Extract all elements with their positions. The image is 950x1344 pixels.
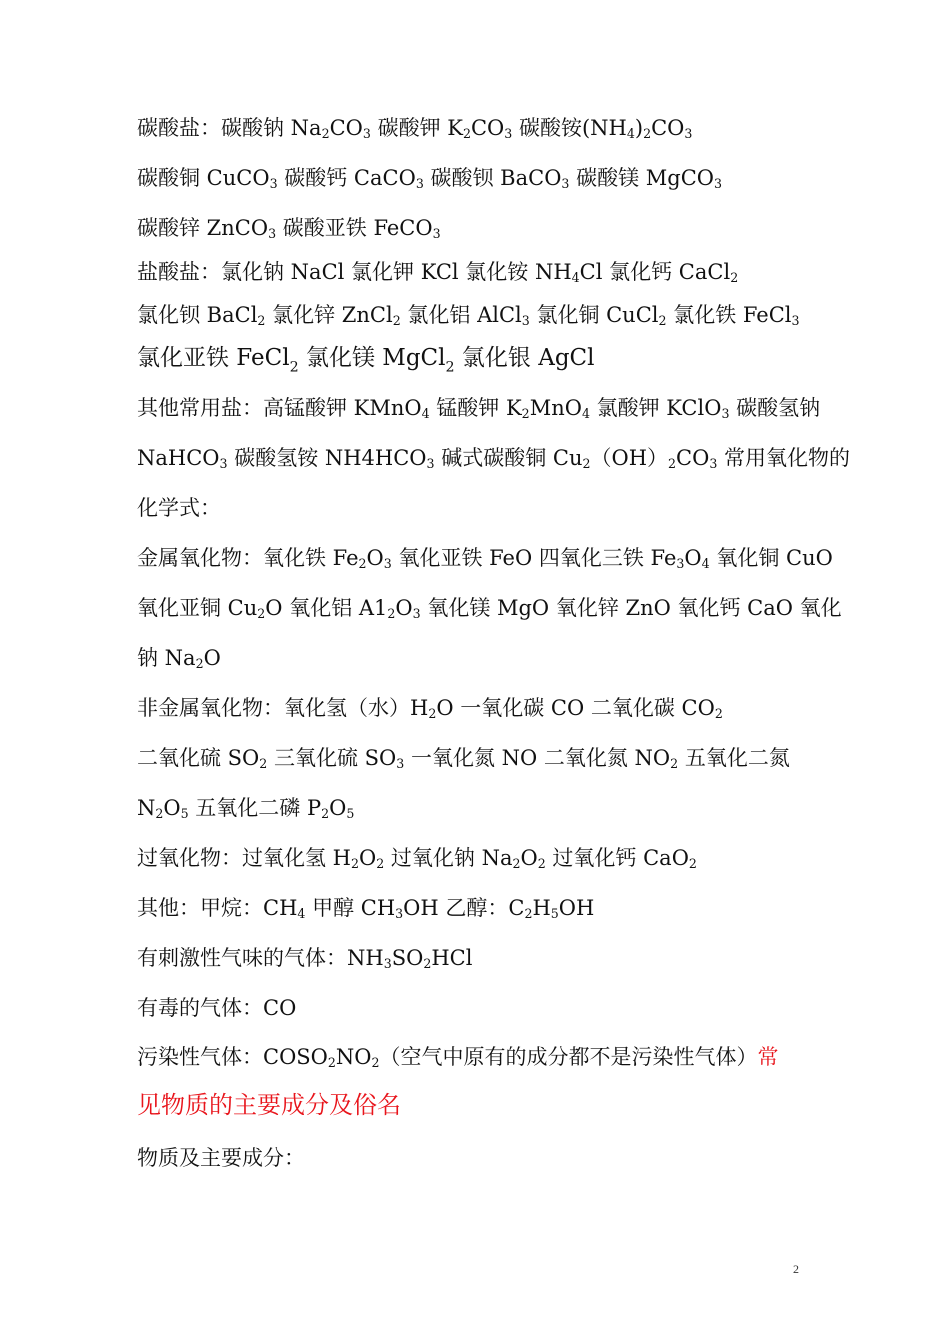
subscript: 3: [362, 125, 371, 141]
subscript: 2: [195, 655, 204, 671]
text-segment: O: [395, 596, 413, 620]
subscript: 4: [581, 405, 590, 421]
text-segment: 五氧化二磷 P: [188, 796, 322, 820]
subscript: 4: [297, 905, 306, 921]
text-line: [137, 494, 221, 522]
subscript: 3: [432, 225, 441, 241]
text-segment: NaHCO: [137, 446, 220, 470]
subscript: 2: [524, 905, 533, 921]
subscript: 3: [412, 605, 421, 621]
subscript: 2: [462, 125, 471, 141]
subscript: 2: [688, 855, 697, 871]
subscript: 4: [421, 405, 430, 421]
text-segment: 其他：甲烷：CH: [137, 896, 298, 920]
text-segment: CO: [651, 116, 685, 140]
text-segment: CO: [676, 446, 710, 470]
subscript: 2: [259, 755, 268, 771]
text-segment: 有毒的气体：CO: [137, 996, 297, 1020]
subscript: 3: [684, 125, 693, 141]
text-line: [137, 794, 354, 822]
subscript: 2: [537, 855, 546, 871]
subscript: 5: [550, 905, 559, 921]
text-segment: 氯酸钾 KClO: [589, 396, 722, 420]
subscript: 2: [668, 455, 677, 471]
subscript: 3: [561, 175, 570, 191]
text-segment: 碳酸镁 MgCO: [569, 166, 715, 190]
text-segment: 氯化锌 ZnCl: [265, 303, 393, 327]
text-segment: 有刺激性气味的气体：NH: [137, 946, 384, 970]
text-segment: O: [163, 796, 181, 820]
subscript: 3: [791, 312, 800, 328]
text-segment: 见物质的主要成分及俗名: [137, 1091, 401, 1119]
subscript: 2: [730, 269, 739, 285]
text-segment: O: [520, 846, 538, 870]
subscript: 3: [426, 455, 435, 471]
subscript: 3: [383, 555, 392, 571]
subscript: 2: [327, 1054, 336, 1070]
subscript: 2: [351, 855, 360, 871]
subscript: 2: [670, 755, 679, 771]
text-segment: N: [137, 796, 156, 820]
text-segment: 过氧化物：过氧化氢 H: [137, 846, 351, 870]
text-line: [137, 644, 221, 672]
text-segment: 三氧化硫 SO: [267, 746, 397, 770]
text-line: [137, 1043, 779, 1071]
subscript: 2: [387, 605, 396, 621]
subscript: 3: [219, 455, 228, 471]
text-segment: 过氧化钙 CaO: [545, 846, 689, 870]
text-segment: 氧化亚铁 FeO 四氧化三铁 Fe: [391, 546, 677, 570]
subscript: 3: [504, 125, 513, 141]
text-segment: 污染性气体：COSO: [137, 1045, 328, 1069]
text-segment: O: [203, 646, 221, 670]
subscript: 3: [395, 905, 404, 921]
text-segment: 碳酸钡 BaCO: [423, 166, 562, 190]
text-segment: O: [359, 846, 377, 870]
text-segment: OH: [558, 896, 595, 920]
text-segment: O: [329, 796, 347, 820]
text-line: [137, 694, 723, 722]
text-segment: NO: [335, 1045, 372, 1069]
text-segment: 金属氧化物：氧化铁 Fe: [137, 546, 359, 570]
text-segment: 氧化镁 MgO 氧化锌 ZnO 氧化钙 CaO 氧化: [420, 596, 842, 620]
text-segment: HCl: [431, 946, 473, 970]
text-segment: ): [634, 116, 644, 140]
text-segment: 碳酸亚铁 FeCO: [276, 216, 433, 240]
subscript: 3: [676, 555, 685, 571]
text-segment: O 氧化铝 A1: [265, 596, 388, 620]
text-segment: SO: [391, 946, 424, 970]
text-segment: 一氧化氮 NO 二氧化氮 NO: [404, 746, 671, 770]
text-segment: 氯化镁 MgCl: [298, 345, 446, 371]
text-line: [137, 1091, 401, 1119]
text-segment: （空气中原有的成分都不是污染性气体）: [379, 1045, 758, 1069]
text-segment: OH 乙醇：C: [403, 896, 525, 920]
text-segment: 碳酸钾 K: [370, 116, 463, 140]
text-segment: 碳酸铜 CuCO: [137, 166, 270, 190]
subscript: 3: [268, 225, 277, 241]
subscript: 2: [423, 955, 432, 971]
subscript: 2: [643, 125, 652, 141]
text-segment: Cl 氯化钙 CaCl: [579, 260, 731, 284]
text-segment: O 一氧化碳 CO 二氧化碳 CO: [436, 696, 715, 720]
text-line: [137, 214, 441, 242]
subscript: 2: [714, 705, 723, 721]
subscript: 5: [180, 805, 189, 821]
text-segment: CO: [329, 116, 363, 140]
text-segment: 锰酸钾 K: [429, 396, 522, 420]
text-line: [137, 744, 790, 772]
subscript: 2: [392, 312, 401, 328]
text-line: [137, 258, 738, 286]
text-segment: 五氧化二氮: [678, 746, 790, 770]
subscript: 2: [445, 359, 455, 376]
text-line: [137, 114, 692, 142]
subscript: 3: [383, 955, 392, 971]
subscript: 2: [289, 359, 299, 376]
text-line: [137, 844, 697, 872]
text-segment: 常用氧化物的: [717, 446, 851, 470]
text-segment: MnO: [529, 396, 582, 420]
text-line: [137, 344, 595, 376]
subscript: 4: [626, 125, 635, 141]
text-segment: 氯化铜 CuCl: [529, 303, 659, 327]
text-segment: 碳酸氢铵 NH4HCO: [227, 446, 427, 470]
subscript: 3: [269, 175, 278, 191]
subscript: 2: [428, 705, 437, 721]
subscript: 4: [571, 269, 580, 285]
text-line: [137, 544, 833, 572]
text-segment: O: [684, 546, 702, 570]
text-segment: 过氧化钠 Na: [384, 846, 513, 870]
subscript: 3: [709, 455, 718, 471]
text-line: [137, 944, 472, 972]
text-segment: 甲醇 CH: [305, 896, 396, 920]
subscript: 2: [358, 555, 367, 571]
text-segment: CO: [470, 116, 505, 140]
subscript: 3: [415, 175, 424, 191]
subscript: 3: [714, 175, 723, 191]
text-line: [137, 894, 594, 922]
text-segment: 非金属氧化物：氧化氢（水）H: [137, 696, 429, 720]
text-line: [137, 164, 722, 192]
text-segment: 碳酸铵(NH: [512, 116, 627, 140]
text-segment: 盐酸盐：氯化钠 NaCl 氯化钾 KCl 氯化铵 NH: [137, 260, 572, 284]
text-segment: 碳酸锌 ZnCO: [137, 216, 269, 240]
subscript: 4: [701, 555, 710, 571]
subscript: 2: [376, 855, 385, 871]
text-segment: 钠 Na: [137, 646, 196, 670]
text-segment: 氯化钡 BaCl: [137, 303, 258, 327]
text-segment: 氯化亚铁 FeCl: [137, 345, 290, 371]
text-segment: 其他常用盐：高锰酸钾 KMnO: [137, 396, 422, 420]
text-segment: 氯化铁 FeCl: [666, 303, 792, 327]
text-segment: 碳酸氢钠: [729, 396, 821, 420]
subscript: 2: [321, 805, 330, 821]
text-segment: 碱式碳酸铜 Cu: [434, 446, 583, 470]
text-segment: 化学式：: [137, 496, 221, 520]
page-number: 2: [793, 1262, 799, 1276]
text-segment: （OH）: [590, 446, 669, 470]
text-segment: 氯化铝 AlCl: [400, 303, 522, 327]
subscript: 2: [321, 125, 330, 141]
text-line: [137, 301, 800, 329]
text-segment: O: [366, 546, 384, 570]
text-segment: 氧化亚铜 Cu: [137, 596, 258, 620]
text-line: [137, 1144, 305, 1172]
subscript: 2: [257, 312, 266, 328]
subscript: 5: [346, 805, 355, 821]
subscript: 2: [521, 405, 530, 421]
subscript: 3: [396, 755, 405, 771]
subscript: 2: [371, 1054, 380, 1070]
text-line: [137, 394, 820, 422]
subscript: 2: [155, 805, 164, 821]
text-segment: H: [532, 896, 551, 920]
text-line: [137, 594, 842, 622]
text-segment: 二氧化硫 SO: [137, 746, 260, 770]
subscript: 3: [721, 405, 730, 421]
subscript: 3: [521, 312, 530, 328]
subscript: 2: [512, 855, 521, 871]
text-segment: 氧化铜 CuO: [709, 546, 833, 570]
text-line: [137, 994, 296, 1022]
text-segment: 物质及主要成分：: [137, 1146, 305, 1170]
text-segment: 氯化银 AgCl: [454, 345, 595, 371]
subscript: 2: [582, 455, 591, 471]
subscript: 2: [257, 605, 266, 621]
text-segment: 碳酸盐：碳酸钠 Na: [137, 116, 322, 140]
heading-fragment: 常: [757, 1045, 779, 1069]
text-segment: 碳酸钙 CaCO: [277, 166, 416, 190]
text-line: [137, 444, 850, 472]
subscript: 2: [658, 312, 667, 328]
